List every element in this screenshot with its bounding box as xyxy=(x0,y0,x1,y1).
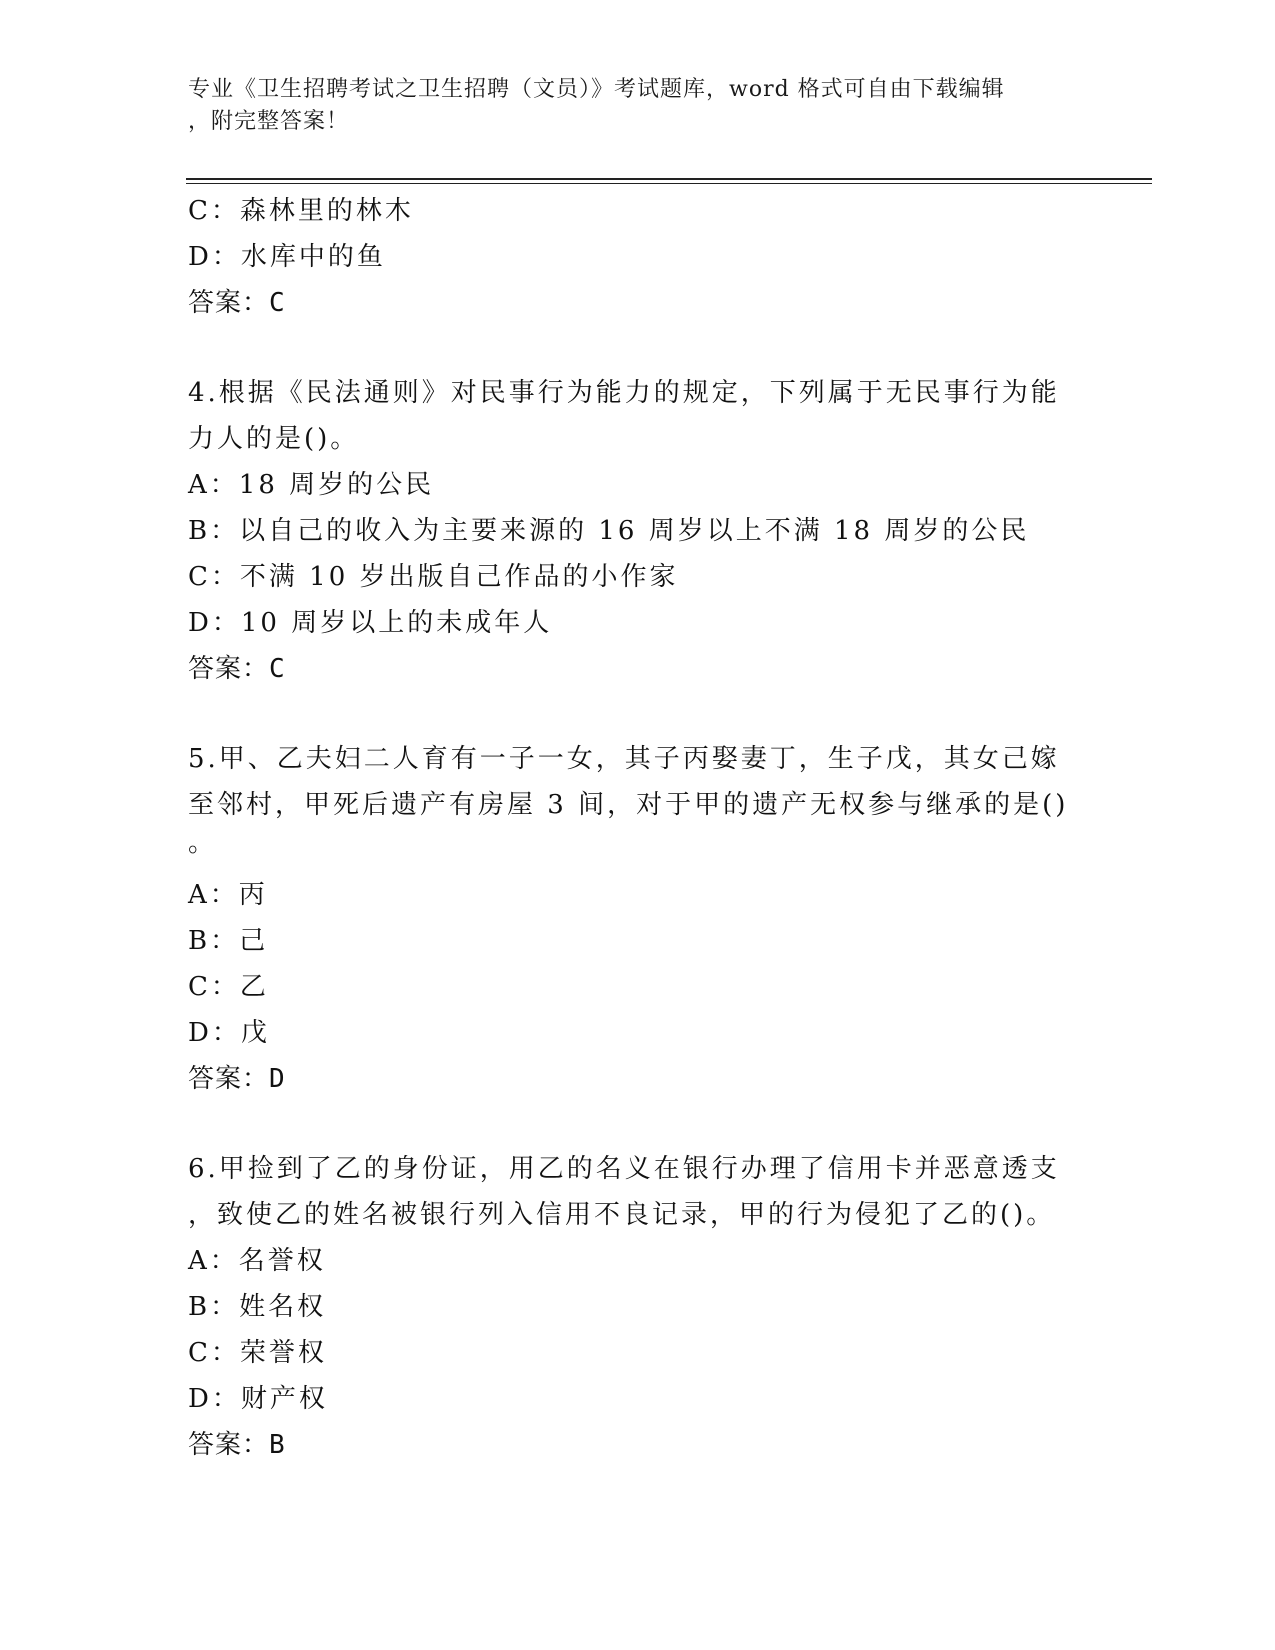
q3-option-d: D：水库中的鱼 xyxy=(188,242,386,272)
q5-stem-line-3: 。 xyxy=(188,828,218,858)
q5-option-b: B：己 xyxy=(188,926,269,956)
q5-option-d: D：戊 xyxy=(188,1018,270,1048)
q4-option-b: B：以自己的收入为主要来源的 16 周岁以上不满 18 周岁的公民 xyxy=(188,516,1030,546)
q4-option-a: A：18 周岁的公民 xyxy=(188,470,435,500)
q6-option-a: A：名誉权 xyxy=(188,1246,326,1276)
q3-answer: 答案：C xyxy=(188,288,286,318)
q6-stem-line-1: 6.甲捡到了乙的身份证，用乙的名义在银行办理了信用卡并恶意透支 xyxy=(188,1154,1060,1184)
question-4 xyxy=(188,370,1068,692)
question-5 xyxy=(188,736,1068,1102)
question-6 xyxy=(188,1146,1068,1468)
q4-stem-line-2: 力人的是()。 xyxy=(188,424,360,454)
q5-option-c: C：乙 xyxy=(188,972,269,1002)
q3-option-c: C：森林里的林木 xyxy=(188,196,414,226)
q4-option-c: C：不满 10 岁出版自己作品的小作家 xyxy=(188,562,679,592)
q5-answer: 答案：D xyxy=(188,1064,286,1094)
q5-stem-line-1: 5.甲、乙夫妇二人育有一子一女，其子丙娶妻丁，生子戊，其女己嫁 xyxy=(188,744,1060,774)
q6-option-c: C：荣誉权 xyxy=(188,1338,327,1368)
header-line-1: 专业《卫生招聘考试之卫生招聘（文员）》考试题库，word 格式可自由下载编辑 xyxy=(188,77,1005,102)
question-3 xyxy=(188,188,1068,326)
header-divider-thin xyxy=(186,183,1152,184)
q5-stem-line-2: 至邻村，甲死后遗产有房屋 3 间，对于甲的遗产无权参与继承的是() xyxy=(188,790,1069,820)
q6-answer: 答案：B xyxy=(188,1430,286,1460)
q6-option-d: D：财产权 xyxy=(188,1384,328,1414)
q4-option-d: D：10 周岁以上的未成年人 xyxy=(188,608,553,638)
q5-option-a: A：丙 xyxy=(188,880,268,910)
q6-option-b: B：姓名权 xyxy=(188,1292,327,1322)
document-header xyxy=(188,74,1068,138)
header-divider-thick xyxy=(186,178,1152,180)
q4-stem-line-1: 4.根据《民法通则》对民事行为能力的规定，下列属于无民事行为能 xyxy=(188,378,1060,408)
header-line-2: ，附完整答案！ xyxy=(188,109,350,134)
q6-stem-line-2: ，致使乙的姓名被银行列入信用不良记录，甲的行为侵犯了乙的()。 xyxy=(188,1200,1056,1230)
document-body xyxy=(188,188,1068,1468)
q4-answer: 答案：C xyxy=(188,654,286,684)
